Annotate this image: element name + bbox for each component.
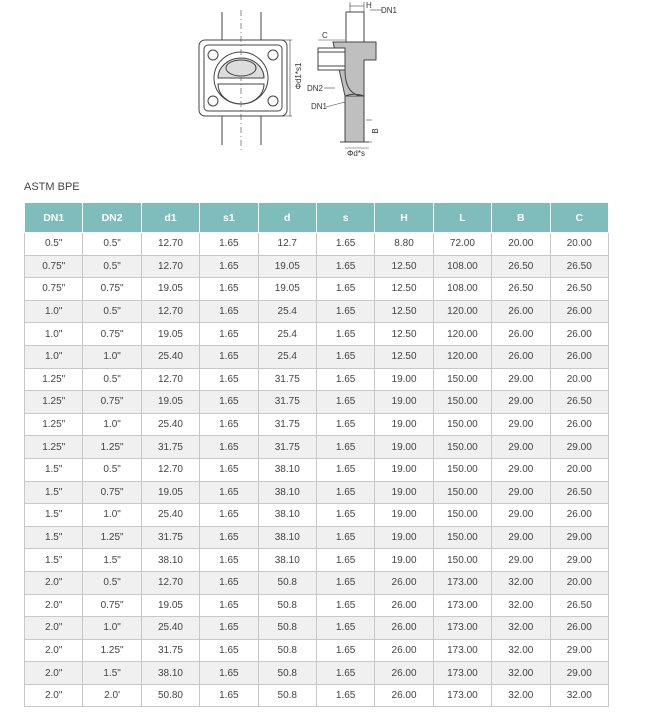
table-cell: 12.50 [375, 255, 433, 278]
table-cell: 1.25" [83, 526, 141, 549]
table-cell: 29.00 [492, 368, 550, 391]
column-header-b: B [492, 203, 550, 233]
table-cell: 26.50 [492, 255, 550, 278]
table-cell: 1.0" [83, 617, 141, 640]
table-cell: 19.00 [375, 458, 433, 481]
table-cell: 20.00 [492, 233, 550, 256]
table-cell: 38.10 [141, 662, 199, 685]
table-cell: 1.0" [83, 345, 141, 368]
table-cell: 1.65 [200, 504, 258, 527]
table-row [25, 504, 609, 527]
table-cell: 1.65 [200, 571, 258, 594]
technical-drawing [0, 0, 651, 170]
table-cell: 12.50 [375, 345, 433, 368]
dimension-label-h: H [366, 1, 372, 10]
table-cell: 26.00 [492, 323, 550, 346]
table-cell: 1.25" [25, 413, 83, 436]
table-cell: 26.50 [550, 594, 608, 617]
table-cell: 1.5" [25, 549, 83, 572]
table-row [25, 368, 609, 391]
table-cell: 50.8 [258, 662, 316, 685]
table-row [25, 684, 609, 707]
table-cell: 1.25" [83, 436, 141, 459]
table-cell: 1.5" [25, 481, 83, 504]
dimension-label-d1s1: Φd1*s1 [294, 62, 303, 90]
table-row [25, 278, 609, 301]
table-cell: 0.75" [83, 481, 141, 504]
table-cell: 19.00 [375, 549, 433, 572]
table-cell: 26.00 [550, 345, 608, 368]
table-cell: 150.00 [433, 526, 491, 549]
table-cell: 32.00 [492, 617, 550, 640]
table-cell: 1.65 [316, 458, 374, 481]
table-cell: 0.75" [83, 594, 141, 617]
table-cell: 19.05 [141, 278, 199, 301]
table-cell: 1.65 [200, 255, 258, 278]
table-cell: 26.50 [550, 391, 608, 414]
table-cell: 1.65 [200, 323, 258, 346]
table-cell: 1.65 [200, 233, 258, 256]
front-view [199, 10, 292, 150]
table-row [25, 639, 609, 662]
table-cell: 29.00 [492, 549, 550, 572]
table-cell: 26.50 [550, 255, 608, 278]
table-cell: 1.65 [200, 526, 258, 549]
table-cell: 25.40 [141, 617, 199, 640]
table-cell: 19.00 [375, 391, 433, 414]
table-cell: 12.50 [375, 278, 433, 301]
table-cell: 1.65 [200, 458, 258, 481]
table-cell: 1.5" [25, 458, 83, 481]
table-cell: 19.00 [375, 413, 433, 436]
table-cell: 26.00 [492, 345, 550, 368]
column-header-c: C [550, 203, 608, 233]
table-cell: 0.75" [25, 255, 83, 278]
table-cell: 1.65 [200, 481, 258, 504]
table-cell: 29.00 [550, 549, 608, 572]
table-cell: 12.70 [141, 300, 199, 323]
table-cell: 1.65 [316, 391, 374, 414]
table-cell: 1.65 [316, 233, 374, 256]
table-cell: 1.65 [316, 481, 374, 504]
table-cell: 32.00 [492, 594, 550, 617]
column-header-dn1: DN1 [25, 203, 83, 233]
table-cell: 25.40 [141, 504, 199, 527]
table-cell: 173.00 [433, 571, 491, 594]
table-cell: 29.00 [492, 458, 550, 481]
table-cell: 1.65 [200, 300, 258, 323]
table-cell: 1.25" [83, 639, 141, 662]
table-cell: 1.65 [200, 594, 258, 617]
table-cell: 50.8 [258, 594, 316, 617]
table-cell: 31.75 [141, 526, 199, 549]
table-cell: 1.65 [316, 662, 374, 685]
table-cell: 1.65 [316, 368, 374, 391]
table-cell: 26.00 [375, 684, 433, 707]
table-cell: 31.75 [258, 391, 316, 414]
table-cell: 1.5" [83, 549, 141, 572]
table-cell: 50.8 [258, 639, 316, 662]
table-cell: 50.80 [141, 684, 199, 707]
table-cell: 12.70 [141, 233, 199, 256]
table-cell: 12.70 [141, 458, 199, 481]
table-cell: 1.65 [316, 684, 374, 707]
table-cell: 1.65 [200, 617, 258, 640]
table-cell: 1.65 [200, 662, 258, 685]
table-cell: 1.65 [200, 278, 258, 301]
table-cell: 19.00 [375, 481, 433, 504]
table-cell: 2.0" [25, 662, 83, 685]
table-cell: 25.4 [258, 300, 316, 323]
table-cell: 19.05 [258, 278, 316, 301]
table-cell: 26.50 [550, 481, 608, 504]
table-row [25, 436, 609, 459]
table-cell: 1.0" [83, 504, 141, 527]
table-cell: 29.00 [492, 391, 550, 414]
table-cell: 19.05 [141, 594, 199, 617]
table-cell: 173.00 [433, 662, 491, 685]
table-cell: 150.00 [433, 391, 491, 414]
table-body [25, 233, 609, 707]
table-row [25, 481, 609, 504]
table-cell: 108.00 [433, 278, 491, 301]
table-cell: 19.00 [375, 436, 433, 459]
table-cell: 38.10 [258, 526, 316, 549]
table-cell: 1.5" [25, 504, 83, 527]
table-cell: 150.00 [433, 458, 491, 481]
table-cell: 26.50 [550, 278, 608, 301]
table-cell: 108.00 [433, 255, 491, 278]
table-cell: 26.00 [550, 300, 608, 323]
table-cell: 31.75 [258, 436, 316, 459]
table-cell: 2.0" [25, 639, 83, 662]
table-cell: 26.00 [375, 594, 433, 617]
table-cell: 29.00 [492, 526, 550, 549]
table-cell: 25.4 [258, 323, 316, 346]
table-cell: 1.5" [83, 662, 141, 685]
table-cell: 1.65 [316, 526, 374, 549]
table-cell: 1.65 [316, 594, 374, 617]
table-cell: 1.65 [316, 255, 374, 278]
column-header-l: L [433, 203, 491, 233]
dimension-label-ds: Φd*s [347, 149, 365, 158]
table-cell: 29.00 [492, 504, 550, 527]
table-cell: 150.00 [433, 481, 491, 504]
table-cell: 12.70 [141, 368, 199, 391]
table-row [25, 458, 609, 481]
table-cell: 26.00 [375, 571, 433, 594]
table-cell: 32.00 [550, 684, 608, 707]
table-cell: 1.5" [25, 526, 83, 549]
table-cell: 26.00 [375, 639, 433, 662]
table-cell: 1.65 [316, 504, 374, 527]
table-cell: 1.65 [316, 436, 374, 459]
table-cell: 150.00 [433, 413, 491, 436]
table-cell: 31.75 [258, 413, 316, 436]
table-row [25, 300, 609, 323]
table-row [25, 391, 609, 414]
table-cell: 173.00 [433, 617, 491, 640]
table-cell: 26.00 [492, 300, 550, 323]
table-cell: 20.00 [550, 571, 608, 594]
table-cell: 1.25" [25, 368, 83, 391]
table-cell: 173.00 [433, 594, 491, 617]
table-cell: 150.00 [433, 436, 491, 459]
table-cell: 19.05 [141, 391, 199, 414]
table-cell: 2.0" [25, 594, 83, 617]
table-cell: 1.65 [316, 571, 374, 594]
table-cell: 1.65 [316, 300, 374, 323]
table-cell: 12.70 [141, 255, 199, 278]
table-cell: 2.0" [25, 684, 83, 707]
section-view [318, 2, 382, 148]
table-cell: 38.10 [258, 481, 316, 504]
table-cell: 173.00 [433, 684, 491, 707]
table-cell: 0.75" [83, 278, 141, 301]
table-cell: 19.05 [141, 323, 199, 346]
table-cell: 1.0" [25, 300, 83, 323]
table-cell: 0.5" [83, 300, 141, 323]
table-cell: 1.0" [25, 345, 83, 368]
table-cell: 50.8 [258, 617, 316, 640]
table-cell: 12.50 [375, 300, 433, 323]
table-cell: 32.00 [492, 662, 550, 685]
table-cell: 20.00 [550, 233, 608, 256]
table-cell: 1.0" [83, 413, 141, 436]
table-caption: ASTM BPE [24, 181, 80, 193]
table-cell: 38.10 [141, 549, 199, 572]
table-row [25, 594, 609, 617]
table-cell: 31.75 [258, 368, 316, 391]
table-cell: 150.00 [433, 368, 491, 391]
table-cell: 29.00 [550, 436, 608, 459]
table-cell: 29.00 [492, 436, 550, 459]
table-cell: 31.75 [141, 436, 199, 459]
table-cell: 20.00 [550, 458, 608, 481]
table-cell: 0.5" [25, 233, 83, 256]
table-cell: 1.65 [316, 278, 374, 301]
table-cell: 1.65 [316, 639, 374, 662]
table-cell: 20.00 [550, 368, 608, 391]
table-row [25, 233, 609, 256]
table-cell: 38.10 [258, 549, 316, 572]
table-cell: 1.65 [200, 639, 258, 662]
table-cell: 38.10 [258, 504, 316, 527]
table-cell: 26.50 [492, 278, 550, 301]
table-cell: 1.65 [200, 391, 258, 414]
table-cell: 0.75" [25, 278, 83, 301]
table-row [25, 617, 609, 640]
table-cell: 29.00 [492, 481, 550, 504]
table-row [25, 413, 609, 436]
dimension-label-dn2: DN2 [307, 84, 324, 93]
table-cell: 150.00 [433, 549, 491, 572]
table-cell: 1.0" [25, 323, 83, 346]
table-cell: 0.5" [83, 571, 141, 594]
table-cell: 1.65 [200, 549, 258, 572]
table-header-row [25, 203, 609, 233]
table-row [25, 549, 609, 572]
table-cell: 50.8 [258, 684, 316, 707]
table-cell: 120.00 [433, 345, 491, 368]
table-row [25, 526, 609, 549]
table-cell: 2.0" [25, 617, 83, 640]
table-cell: 0.5" [83, 458, 141, 481]
dimension-label-c: C [322, 31, 328, 40]
table-cell: 1.65 [316, 617, 374, 640]
table-cell: 0.75" [83, 391, 141, 414]
table-row [25, 323, 609, 346]
column-header-h: H [375, 203, 433, 233]
table-cell: 173.00 [433, 639, 491, 662]
table-cell: 1.65 [200, 413, 258, 436]
table-cell: 0.75" [83, 323, 141, 346]
table-cell: 0.5" [83, 233, 141, 256]
table-cell: 0.5" [83, 368, 141, 391]
table-cell: 29.00 [550, 662, 608, 685]
table-cell: 25.4 [258, 345, 316, 368]
table-cell: 1.65 [316, 413, 374, 436]
table-cell: 38.10 [258, 458, 316, 481]
table-cell: 19.05 [258, 255, 316, 278]
table-cell: 19.00 [375, 526, 433, 549]
column-header-s: s [316, 203, 374, 233]
column-header-d1: d1 [141, 203, 199, 233]
table-cell: 32.00 [492, 571, 550, 594]
table-cell: 8.80 [375, 233, 433, 256]
table-cell: 0.5" [83, 255, 141, 278]
table-cell: 19.05 [141, 481, 199, 504]
table-cell: 120.00 [433, 300, 491, 323]
table-cell: 26.00 [375, 662, 433, 685]
table-cell: 1.65 [200, 684, 258, 707]
table-cell: 50.8 [258, 571, 316, 594]
table-cell: 26.00 [550, 323, 608, 346]
table-cell: 1.25" [25, 391, 83, 414]
table-cell: 12.70 [141, 571, 199, 594]
column-header-s1: s1 [200, 203, 258, 233]
table-cell: 2.0" [25, 571, 83, 594]
table-row [25, 662, 609, 685]
table-cell: 1.65 [200, 345, 258, 368]
table-cell: 32.00 [492, 684, 550, 707]
spec-table [24, 202, 609, 707]
table-cell: 1.25" [25, 436, 83, 459]
table-cell: 2.0' [83, 684, 141, 707]
table-cell: 72.00 [433, 233, 491, 256]
table-row [25, 571, 609, 594]
table-cell: 25.40 [141, 413, 199, 436]
dimension-label-dn1-bottom: DN1 [311, 102, 328, 111]
table-cell: 29.00 [550, 639, 608, 662]
table-cell: 12.50 [375, 323, 433, 346]
table-cell: 12.7 [258, 233, 316, 256]
table-row [25, 345, 609, 368]
table-cell: 25.40 [141, 345, 199, 368]
table-cell: 150.00 [433, 504, 491, 527]
table-cell: 26.00 [375, 617, 433, 640]
table-cell: 1.65 [200, 436, 258, 459]
table-cell: 1.65 [316, 549, 374, 572]
table-cell: 31.75 [141, 639, 199, 662]
table-row [25, 255, 609, 278]
table-cell: 32.00 [492, 639, 550, 662]
table-cell: 120.00 [433, 323, 491, 346]
dimension-label-dn1-top: DN1 [381, 6, 398, 15]
table-cell: 1.65 [316, 345, 374, 368]
table-cell: 1.65 [200, 368, 258, 391]
table-cell: 29.00 [492, 413, 550, 436]
table-cell: 29.00 [550, 526, 608, 549]
column-header-dn2: DN2 [83, 203, 141, 233]
table-cell: 26.00 [550, 617, 608, 640]
table-cell: 19.00 [375, 368, 433, 391]
column-header-d: d [258, 203, 316, 233]
table-cell: 26.00 [550, 504, 608, 527]
table-cell: 1.65 [316, 323, 374, 346]
table-cell: 19.00 [375, 504, 433, 527]
table-cell: 26.00 [550, 413, 608, 436]
dimension-label-b: B [371, 128, 380, 134]
